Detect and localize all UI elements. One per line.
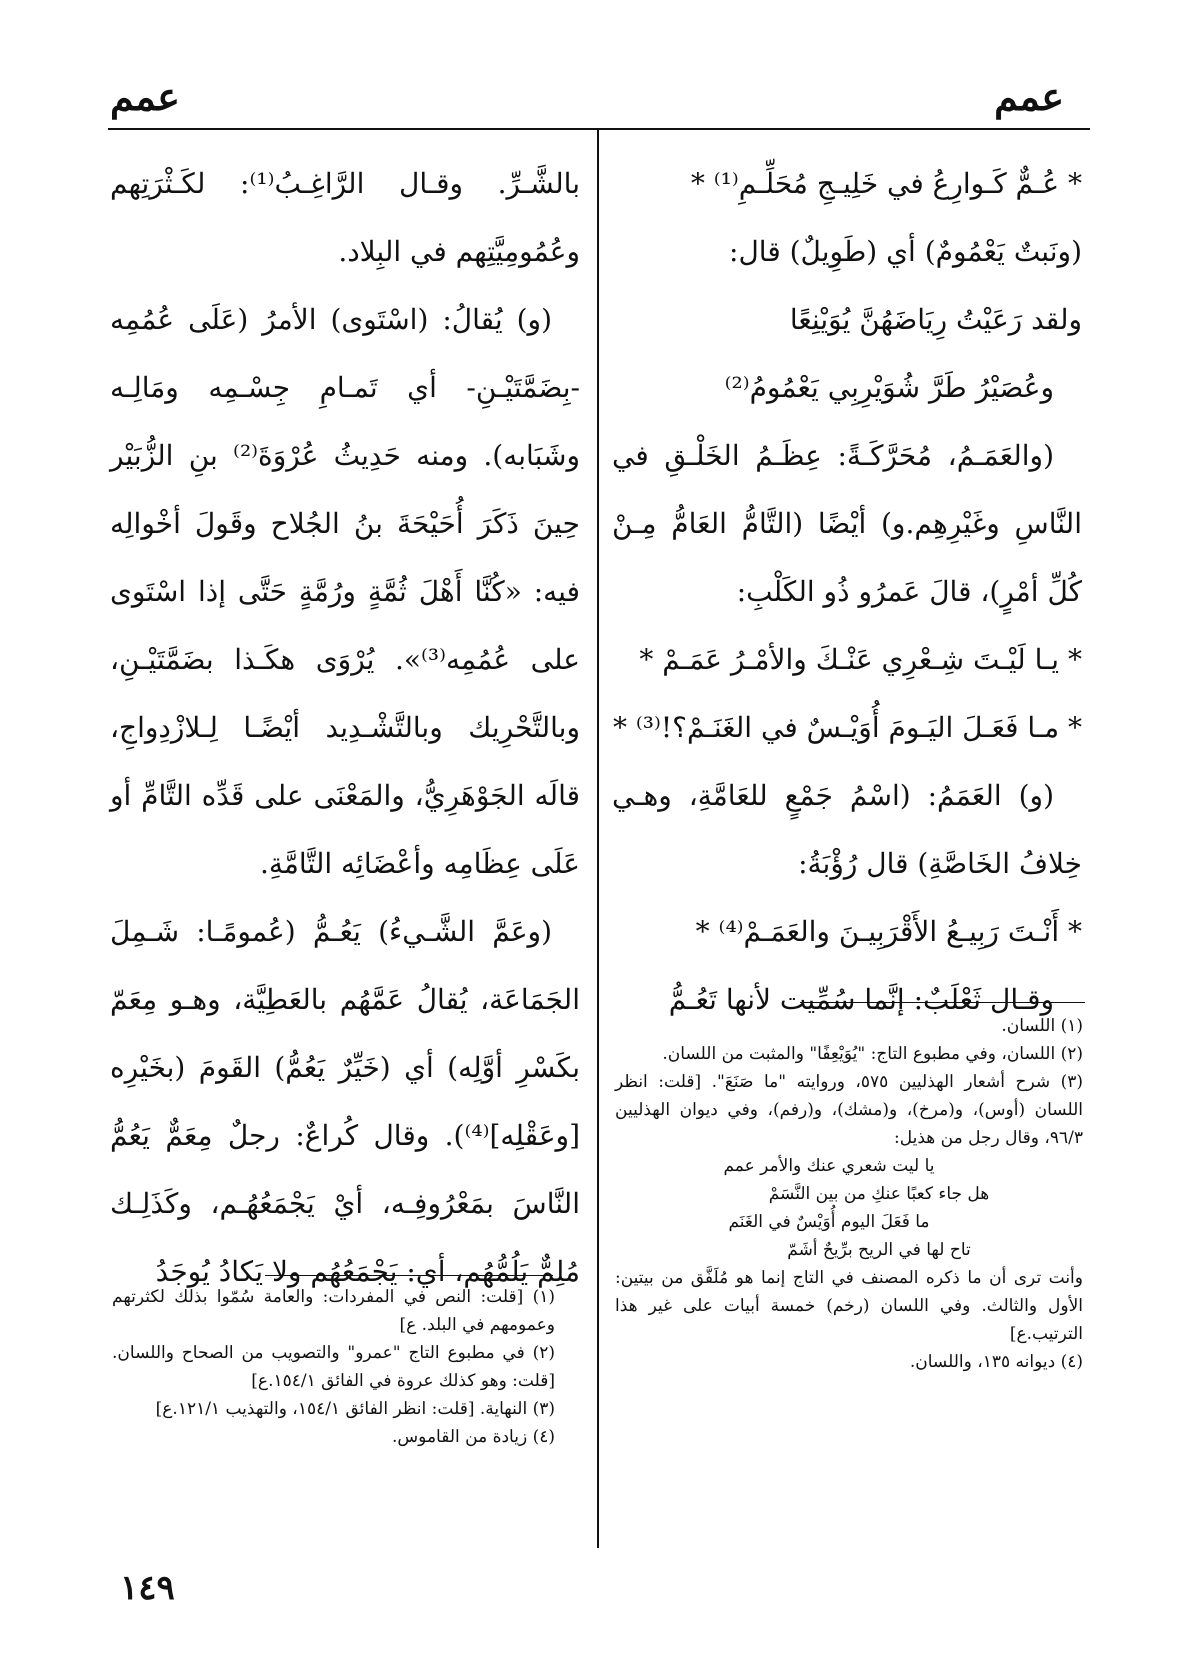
footnote: وأنت ترى أن ما ذكره المصنف في التاج إنما هو مُلَفَّق من بيتين: الأول والثالث. وفي اللسان (رخم) خمسة أبيات على غير هذا الترتيب.ع] [615, 1268, 1083, 1344]
header-right-word: عمم [994, 74, 1064, 119]
footnotes-left [112, 1283, 555, 1451]
paragraph: (و) العَمَمُ: (اسْمُ جَمْعٍ للعَامَّةِ، وهـي خِلافُ الخَاصَّةِ) قال رُؤْبَةُ: [612, 779, 1082, 880]
paragraph: (وعَمَّ الشَّـيءُ) يَعُـمُّ (عُمومًـا: شَـمِلَ الجَمَاعَة، يُقالُ عَمَّهُم بالعَطِيَّة، وهـو مِعَمّ بكَسْرِ أوَّلِه) أي (خَيِّرٌ يَعُمُّ) القَومَ (بخَيْرِه [وعَقْلِه]⁽⁴⁾). وقال كُراعٌ: رجلٌ مِعَمٌّ يَعُمُّ النَّاسَ بمَعْرُوفِـه، أيْ يَجْمَعُهُـم، وكَذَلِـك مُلِمٌّ يَلُمُّهُم، أي: يَجْمَعُهُم ولا يَكادُ يُوجَدُ [110, 915, 580, 1288]
footnote: (٢) في مطبوع التاج "عمرو" والتصويب من الصحاح واللسان. [قلت: وهو كذلك عروة في الفائق ١٥٤/١.ع] [112, 1343, 555, 1391]
left-column [110, 150, 580, 1306]
header-rule [108, 128, 1090, 130]
footnote-rule-right [800, 1002, 1085, 1003]
verse-line: ولقد رَعَيْتُ رِيَاضَهُنَّ يُوَيْنِعًا [789, 303, 1082, 336]
footnote: (٤) زيادة من القاموس. [392, 1427, 555, 1447]
verse-line: وعُصَيْرُ طَرَّ شُوَيْرِبِي يَعْمُومُ⁽²⁾ [724, 371, 1054, 404]
header-left-word: عمم [110, 74, 180, 119]
verse-line: * أَنْـتَ رَبِيـعُ الأَقْرَبِيـنَ والعَمَـمْ⁽⁴⁾ * [695, 915, 1082, 948]
footnote: (٤) ديوانه ١٣٥، واللسان. [909, 1352, 1083, 1372]
footnote: (١) [قلت: النص في المفردات: والعامة سُمّوا بذلك لكثرتهم وعمومهم في البلد. ع] [112, 1287, 555, 1335]
verse-line: * مـا فَعَـلَ اليَـومَ أُوَيْـسٌ في الغَنَـمْ؟!⁽³⁾ * [612, 711, 1082, 744]
footnote: (٣) النهاية. [قلت: انظر الفائق ١٥٤/١، والتهذيب ١٢١/١.ع] [155, 1399, 555, 1419]
right-column [612, 150, 1082, 1034]
footnote: (٢) اللسان، وفي مطبوع التاج: "يُوَيْعِفًا" والمثبت من اللسان. [662, 1044, 1083, 1064]
footnotes-right [615, 1012, 1083, 1376]
footnote: (٣) شرح أشعار الهذليين ٥٧٥، وروايته "ما صَنَعَ". [قلت: انظر اللسان (أوس)، و(مرخ)، و(مشك)، و(رفم)، وفي ديوان الهذليين ٩٦/٣، وقال رجل من هذيل: [615, 1072, 1083, 1148]
footnote-poem-line: ما فَعَلَ اليوم أُوَيْسٌ في الغَنَم [728, 1212, 930, 1232]
verse-line: * عُـمٌّ كَـوارِعُ في خَلِيـجِ مُحَلِّـمِ⁽¹⁾ * [690, 167, 1082, 200]
column-divider [597, 128, 599, 1548]
footnote-poem-line: تاح لها في الريح برِّيحٌ أشَمّ [787, 1240, 971, 1260]
footnote-poem-line: يا ليت شعري عنك والأمر عمم [723, 1156, 935, 1176]
verse-line: * يـا لَيْـتَ شِـعْرِي عَنْـكَ والأمْـرُ عَمَـمْ * [639, 643, 1082, 676]
paragraph: (و) يُقالُ: (اسْتَوى) الأمرُ (عَلَى عُمُمِه -بِضَمَّتَيْـنِ- أي تَمـامِ جِسْـمِه ومَالِـه وشَبَابه). ومنه حَدِيثُ عُرْوَةَ⁽²⁾ بنِ الزُّبَيْر حِينَ ذَكَرَ أُحَيْحَةَ بنُ الجُلاح وقَولَ أخْوالِه فيه: «كُنَّا أَهْلَ ثُمَّةٍ ورُمَّةٍ حَتَّى إذا اسْتَوى على عُمُمِه⁽³⁾». يُرْوَى هكَـذا بضَمَّتَيْـنِ، وبالتَّحْرِيك وبالتَّشْـدِيد أيْضًـا لِـلازْدِواجِ، قالَه الجَوْهَرِيُّ، والمَعْنَى على قَدِّه التَّامِّ أو عَلَى عِظَامِه وأعْضَائِه التَّامَّةِ. [110, 303, 580, 880]
paragraph: بالشَّـرِّ. وقـال الرَّاغِـبُ⁽¹⁾: لكَـثْرَتِهم وعُمُومِيَّتِهم في البِلاد. [110, 167, 580, 268]
footnote-rule-left [265, 1275, 553, 1276]
paragraph: وقـال ثَعْلَبٌ: إنَّما سُمِّيت لأنها تَعُـمُّ [668, 983, 1054, 1016]
page-number: ١٤٩ [120, 1568, 175, 1608]
text-line: (ونَبتٌ يَعْمُومٌ) أي (طَوِيلٌ) قال: [729, 235, 1082, 268]
paragraph: (والعَمَـمُ، مُحَرَّكَـةً: عِظَـمُ الخَلْـقِ في النَّاسِ وغَيْرِهِم.و) أيْضًا (التَّامُّ العَامُّ مِـنْ كُلِّ أمْرٍ)، قالَ عَمرُو ذُو الكَلْبِ: [612, 439, 1082, 608]
footnote: (١) اللسان. [1001, 1016, 1083, 1036]
footnote-poem-line: هل جاء كعبًا عنكِ من بين النَّسَمْ [768, 1184, 990, 1204]
